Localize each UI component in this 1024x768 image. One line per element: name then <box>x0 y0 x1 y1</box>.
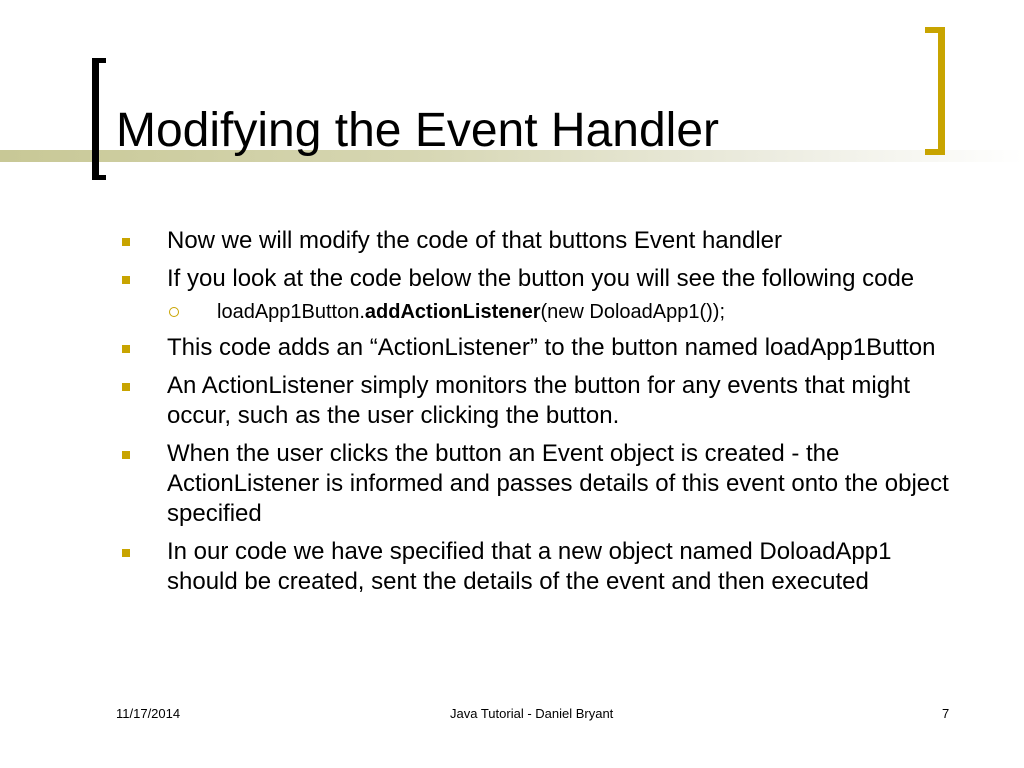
square-bullet-icon <box>122 383 130 391</box>
code-method: addActionListener <box>364 301 541 323</box>
slide-title: Modifying the Event Handler <box>116 104 719 157</box>
bullet-item <box>116 264 956 294</box>
bullet-text: This code adds an “ActionListener” to the button named loadApp1Button <box>167 334 936 361</box>
bullet-item <box>116 371 956 431</box>
left-bracket-decoration <box>92 58 106 180</box>
footer-page-number: 7 <box>942 706 950 721</box>
code-prefix: loadApp1Button. <box>217 301 365 323</box>
bullet-text: When the user clicks the button an Event object is created - the ActionListener is informed and passes details of this event onto the object specified <box>167 440 949 527</box>
bullet-item <box>116 537 956 597</box>
bullet-text: If you look at the code below the button you will see the following code <box>167 265 915 292</box>
bullet-text: Now we will modify the code of that buttons Event handler <box>167 227 782 254</box>
square-bullet-icon <box>122 238 130 246</box>
bullet-text: An ActionListener simply monitors the button for any events that might occur, such as the user clicking the button. <box>167 372 911 429</box>
bullet-item <box>116 333 956 363</box>
circle-bullet-icon <box>169 307 179 317</box>
footer-date: 11/17/2014 <box>116 706 181 721</box>
bullet-list <box>116 226 956 605</box>
square-bullet-icon <box>122 451 130 459</box>
bullet-text: In our code we have specified that a new object named DoloadApp1 should be created, sent the details of the event and then executed <box>167 538 892 595</box>
code-suffix: (new DoloadApp1()); <box>540 301 726 323</box>
right-bracket-decoration <box>925 27 945 155</box>
square-bullet-icon <box>122 345 130 353</box>
sub-bullet-item <box>116 299 956 325</box>
square-bullet-icon <box>122 276 130 284</box>
bullet-item <box>116 226 956 256</box>
bullet-item <box>116 439 956 529</box>
square-bullet-icon <box>122 549 130 557</box>
footer-center-text: Java Tutorial - Daniel Bryant <box>450 706 614 721</box>
